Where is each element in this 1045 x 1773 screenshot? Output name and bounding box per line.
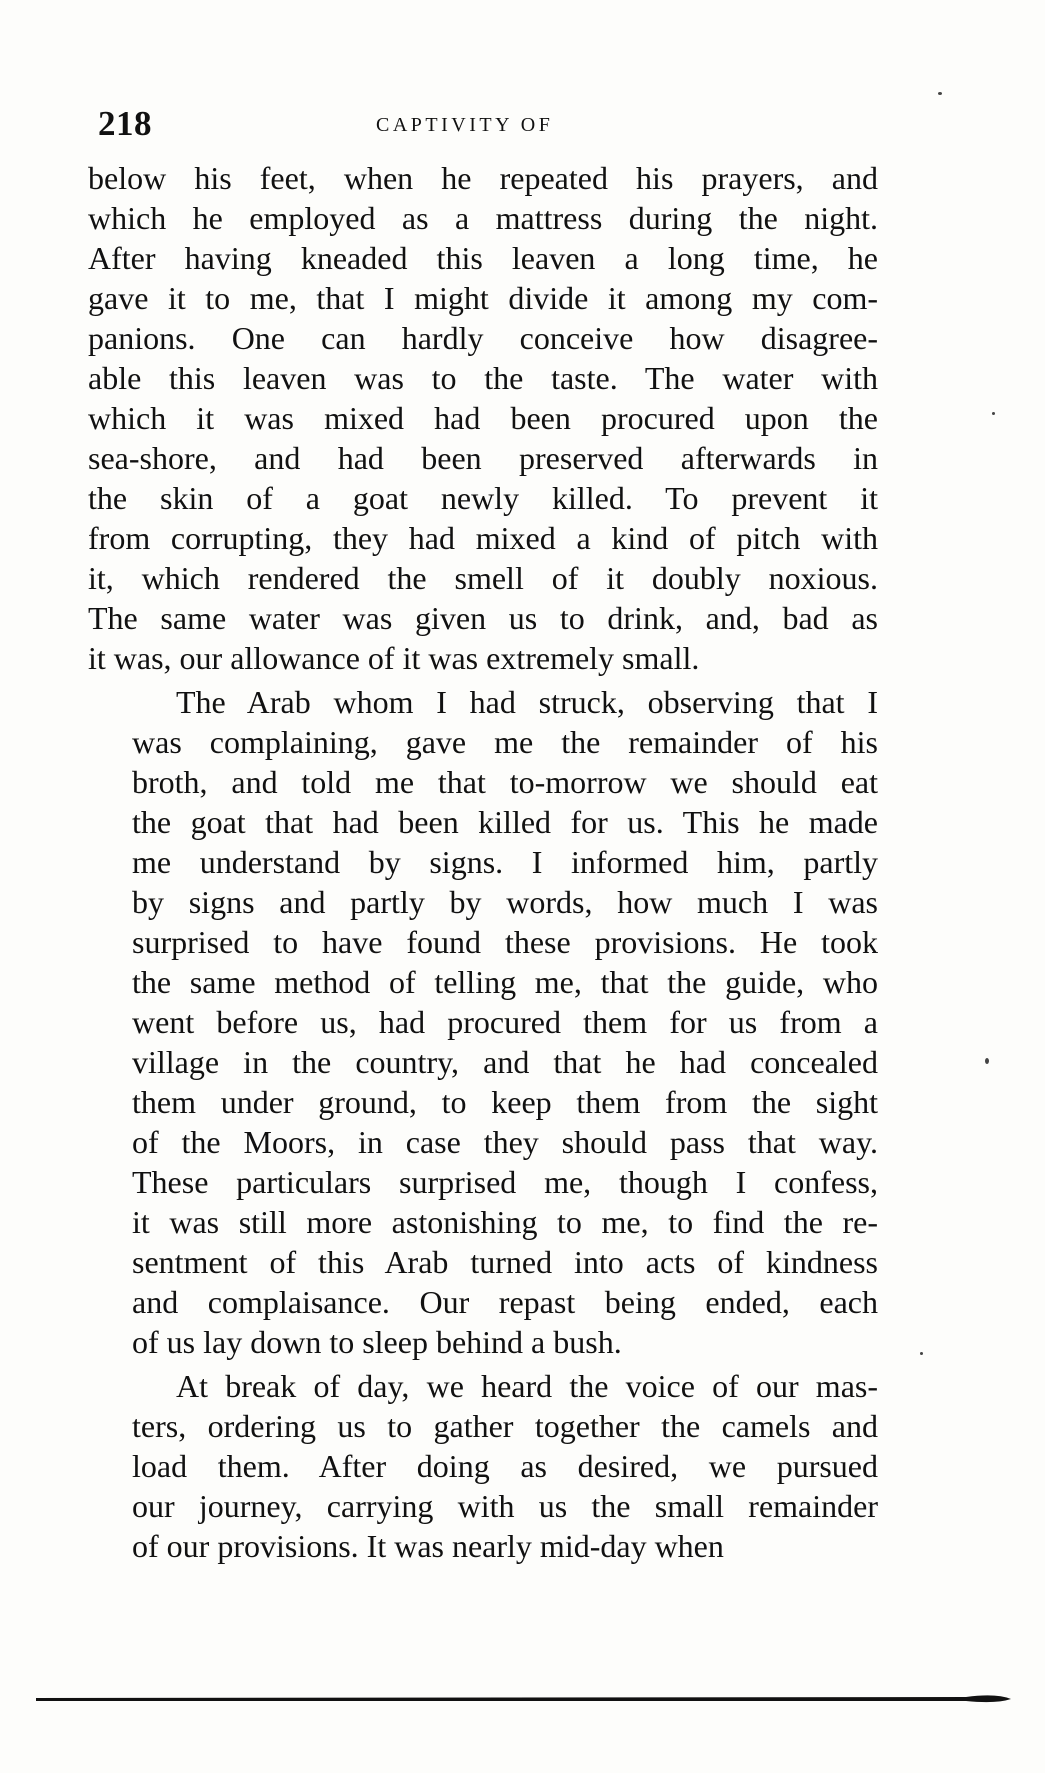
text-line: ters, ordering us to gather together the camels and — [132, 1408, 878, 1444]
text-line: of us lay down to sleep behind a bush. — [132, 1324, 622, 1360]
paragraph — [88, 158, 878, 678]
text-line: able this leaven was to the taste. The water with — [88, 360, 878, 396]
text-line: panions. One can hardly conceive how disagree- — [88, 320, 878, 356]
text-line: village in the country, and that he had concealed — [132, 1044, 878, 1080]
text-line: them under ground, to keep them from the sight — [132, 1084, 878, 1120]
text-line: These particulars surprised me, though I confess, — [132, 1164, 878, 1200]
text-line: went before us, had procured them for us from a — [132, 1004, 878, 1040]
text-line: our journey, carrying with us the small remainder — [132, 1488, 878, 1524]
page-header — [98, 104, 878, 148]
text-line: which he employed as a mattress during the night. — [88, 200, 878, 236]
text-line: which it was mixed had been procured upon the — [88, 400, 878, 436]
text-line: the skin of a goat newly killed. To prevent it — [88, 480, 878, 516]
text-line: gave it to me, that I might divide it among my com- — [88, 280, 878, 316]
text-line: At break of day, we heard the voice of our mas- — [176, 1368, 878, 1404]
text-line: The same water was given us to drink, and, bad as — [88, 600, 878, 636]
text-line: The Arab whom I had struck, observing that I — [176, 684, 878, 720]
body-text — [88, 158, 878, 1566]
text-line: load them. After doing as desired, we pursued — [132, 1448, 878, 1484]
text-line: After having kneaded this leaven a long time, he — [88, 240, 878, 276]
text-line: surprised to have found these provisions. He took — [132, 924, 878, 960]
paragraph — [88, 682, 878, 1362]
text-line: broth, and told me that to-morrow we should eat — [132, 764, 878, 800]
text-line: the same method of telling me, that the guide, who — [132, 964, 878, 1000]
page-number: 218 — [98, 104, 152, 143]
text-line: the goat that had been killed for us. This he made — [132, 804, 878, 840]
text-line: me understand by signs. I informed him, partly — [132, 844, 878, 880]
text-line: and complaisance. Our repast being ended, each — [132, 1284, 878, 1320]
running-head: CAPTIVITY OF — [376, 114, 554, 136]
text-line: sea-shore, and had been preserved afterwards in — [88, 440, 878, 476]
text-line: it, which rendered the smell of it doubly noxious. — [88, 560, 878, 596]
text-line: it was, our allowance of it was extremely small. — [88, 640, 700, 676]
text-line: was complaining, gave me the remainder of his — [132, 724, 878, 760]
text-line: of our provisions. It was nearly mid-day when — [132, 1528, 724, 1564]
text-line: from corrupting, they had mixed a kind of pitch with — [88, 520, 878, 556]
text-line: it was still more astonishing to me, to find the re- — [132, 1204, 878, 1240]
text-line: by signs and partly by words, how much I was — [132, 884, 878, 920]
text-line: sentment of this Arab turned into acts of kindness — [132, 1244, 878, 1280]
bottom-rule — [36, 1693, 1016, 1705]
text-line: of the Moors, in case they should pass that way. — [132, 1124, 878, 1160]
paragraph — [88, 1366, 878, 1566]
text-line: below his feet, when he repeated his prayers, and — [88, 160, 878, 196]
